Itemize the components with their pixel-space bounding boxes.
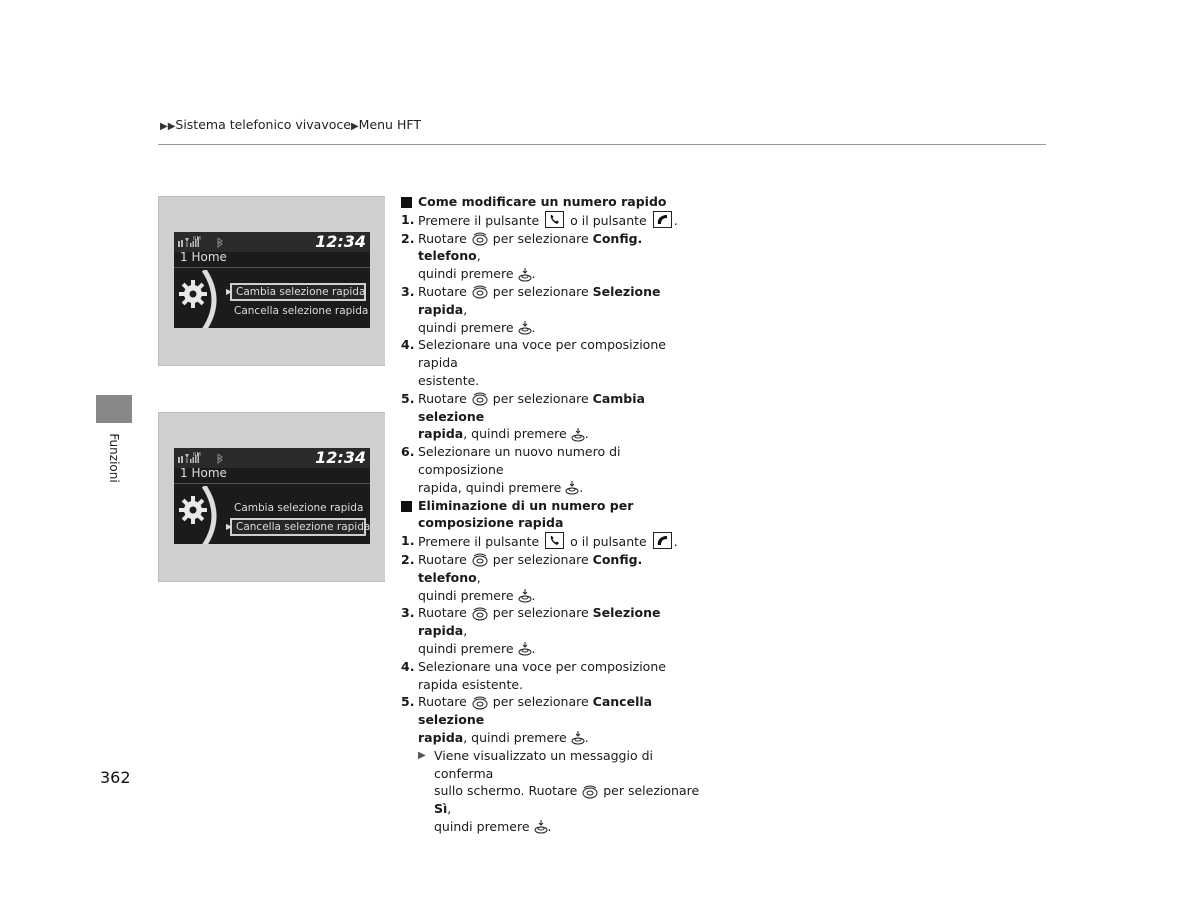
clock: 12:34 bbox=[315, 448, 366, 467]
breadcrumb-arrow-icon: ▶ bbox=[350, 121, 359, 132]
selector-knob-icon bbox=[471, 696, 489, 710]
signal-bluetooth-icon bbox=[178, 452, 226, 464]
breadcrumb-item: Sistema telefonico vivavoce bbox=[175, 117, 351, 132]
step: 2. Ruotare per selezionare Config. telefono, quindi premere . bbox=[401, 551, 643, 603]
menu-item-label: Cancella selezione rapida bbox=[236, 521, 370, 533]
screen-illustration bbox=[158, 196, 385, 366]
screen-divider bbox=[174, 267, 370, 268]
menu-item-cambia[interactable] bbox=[226, 283, 366, 301]
screen-divider bbox=[174, 483, 370, 484]
display-screen bbox=[174, 232, 370, 328]
chapter-tab bbox=[96, 395, 132, 423]
selector-knob-icon bbox=[471, 232, 489, 246]
press-knob-icon bbox=[518, 268, 532, 282]
selector-knob-icon bbox=[471, 607, 489, 621]
home-label: 1 Home bbox=[180, 250, 227, 264]
back-button-icon bbox=[653, 532, 672, 549]
menu-item-cambia[interactable] bbox=[230, 499, 366, 517]
step: 3. Ruotare per selezionare Selezione rapida, quindi premere . bbox=[401, 283, 661, 335]
step: 6. Selezionare un nuovo numero di composizione rapida, quindi premere . bbox=[401, 444, 621, 495]
display-screen bbox=[174, 448, 370, 544]
selector-knob-icon bbox=[471, 285, 489, 299]
menu-item-label: Cambia selezione rapida bbox=[234, 502, 364, 514]
phone-button-icon bbox=[545, 211, 564, 228]
step: 5. Ruotare per selezionare Cambia selezione rapida, quindi premere . bbox=[401, 390, 645, 442]
phone-button-icon bbox=[545, 532, 564, 549]
press-knob-icon bbox=[571, 428, 585, 442]
step: 1. Premere il pulsante o il pulsante . bbox=[401, 211, 678, 228]
chapter-label: Funzioni bbox=[107, 433, 121, 483]
step: 4. Selezionare una voce per composizione rapida esistente. bbox=[401, 658, 666, 692]
selector-arc bbox=[194, 486, 233, 544]
page-number: 362 bbox=[100, 768, 131, 787]
back-button-icon bbox=[653, 211, 672, 228]
step: 4. Selezionare una voce per composizione rapida esistente. bbox=[401, 337, 666, 388]
menu-item-cancella[interactable] bbox=[226, 518, 370, 536]
screen-illustration bbox=[158, 412, 385, 582]
header-divider bbox=[158, 144, 1046, 145]
result-arrow-icon: ▶ bbox=[418, 749, 426, 761]
step-result: ▶ Viene visualizzato un messaggio di conferma sullo schermo. Ruotare per selezionare Sì, quindi premere . bbox=[418, 747, 700, 834]
status-bar bbox=[174, 232, 370, 252]
breadcrumb bbox=[160, 117, 421, 132]
selector-knob-icon bbox=[581, 785, 599, 799]
svg-text:RM: RM bbox=[193, 452, 201, 458]
signal-bluetooth-icon bbox=[178, 236, 226, 248]
selector-knob-icon bbox=[471, 392, 489, 406]
press-knob-icon bbox=[518, 642, 532, 656]
clock: 12:34 bbox=[315, 232, 366, 251]
breadcrumb-item: Menu HFT bbox=[358, 117, 421, 132]
square-bullet-icon bbox=[401, 501, 412, 512]
pointer-icon: ▶ bbox=[226, 522, 233, 531]
section-heading: Eliminazione di un numero per composizione rapida bbox=[401, 497, 701, 533]
press-knob-icon bbox=[565, 481, 579, 495]
square-bullet-icon bbox=[401, 197, 412, 208]
step: 3. Ruotare per selezionare Selezione rapida, quindi premere . bbox=[401, 605, 661, 656]
menu-item-label: Cancella selezione rapida bbox=[234, 305, 369, 317]
status-bar bbox=[174, 448, 370, 468]
selector-arc bbox=[194, 270, 233, 328]
breadcrumb-arrow-icon: ▶▶ bbox=[160, 121, 176, 132]
section-heading: Come modificare un numero rapido bbox=[401, 193, 701, 211]
press-knob-icon bbox=[534, 820, 548, 834]
step: 1. Premere il pulsante o il pulsante . bbox=[401, 533, 678, 550]
menu-item-cancella[interactable] bbox=[230, 302, 369, 320]
press-knob-icon bbox=[518, 589, 532, 603]
press-knob-icon bbox=[571, 731, 585, 745]
menu-item-label: Cambia selezione rapida bbox=[236, 286, 366, 298]
step: 2. Ruotare per selezionare Config. telefono, quindi premere . bbox=[401, 230, 643, 282]
pointer-icon: ▶ bbox=[226, 287, 233, 296]
home-label: 1 Home bbox=[180, 466, 227, 480]
svg-text:RM: RM bbox=[193, 236, 201, 242]
instructions bbox=[401, 193, 701, 836]
step: 5. Ruotare per selezionare Cancella selezione rapida, quindi premere . bbox=[401, 694, 653, 745]
selector-knob-icon bbox=[471, 553, 489, 567]
press-knob-icon bbox=[518, 321, 532, 335]
